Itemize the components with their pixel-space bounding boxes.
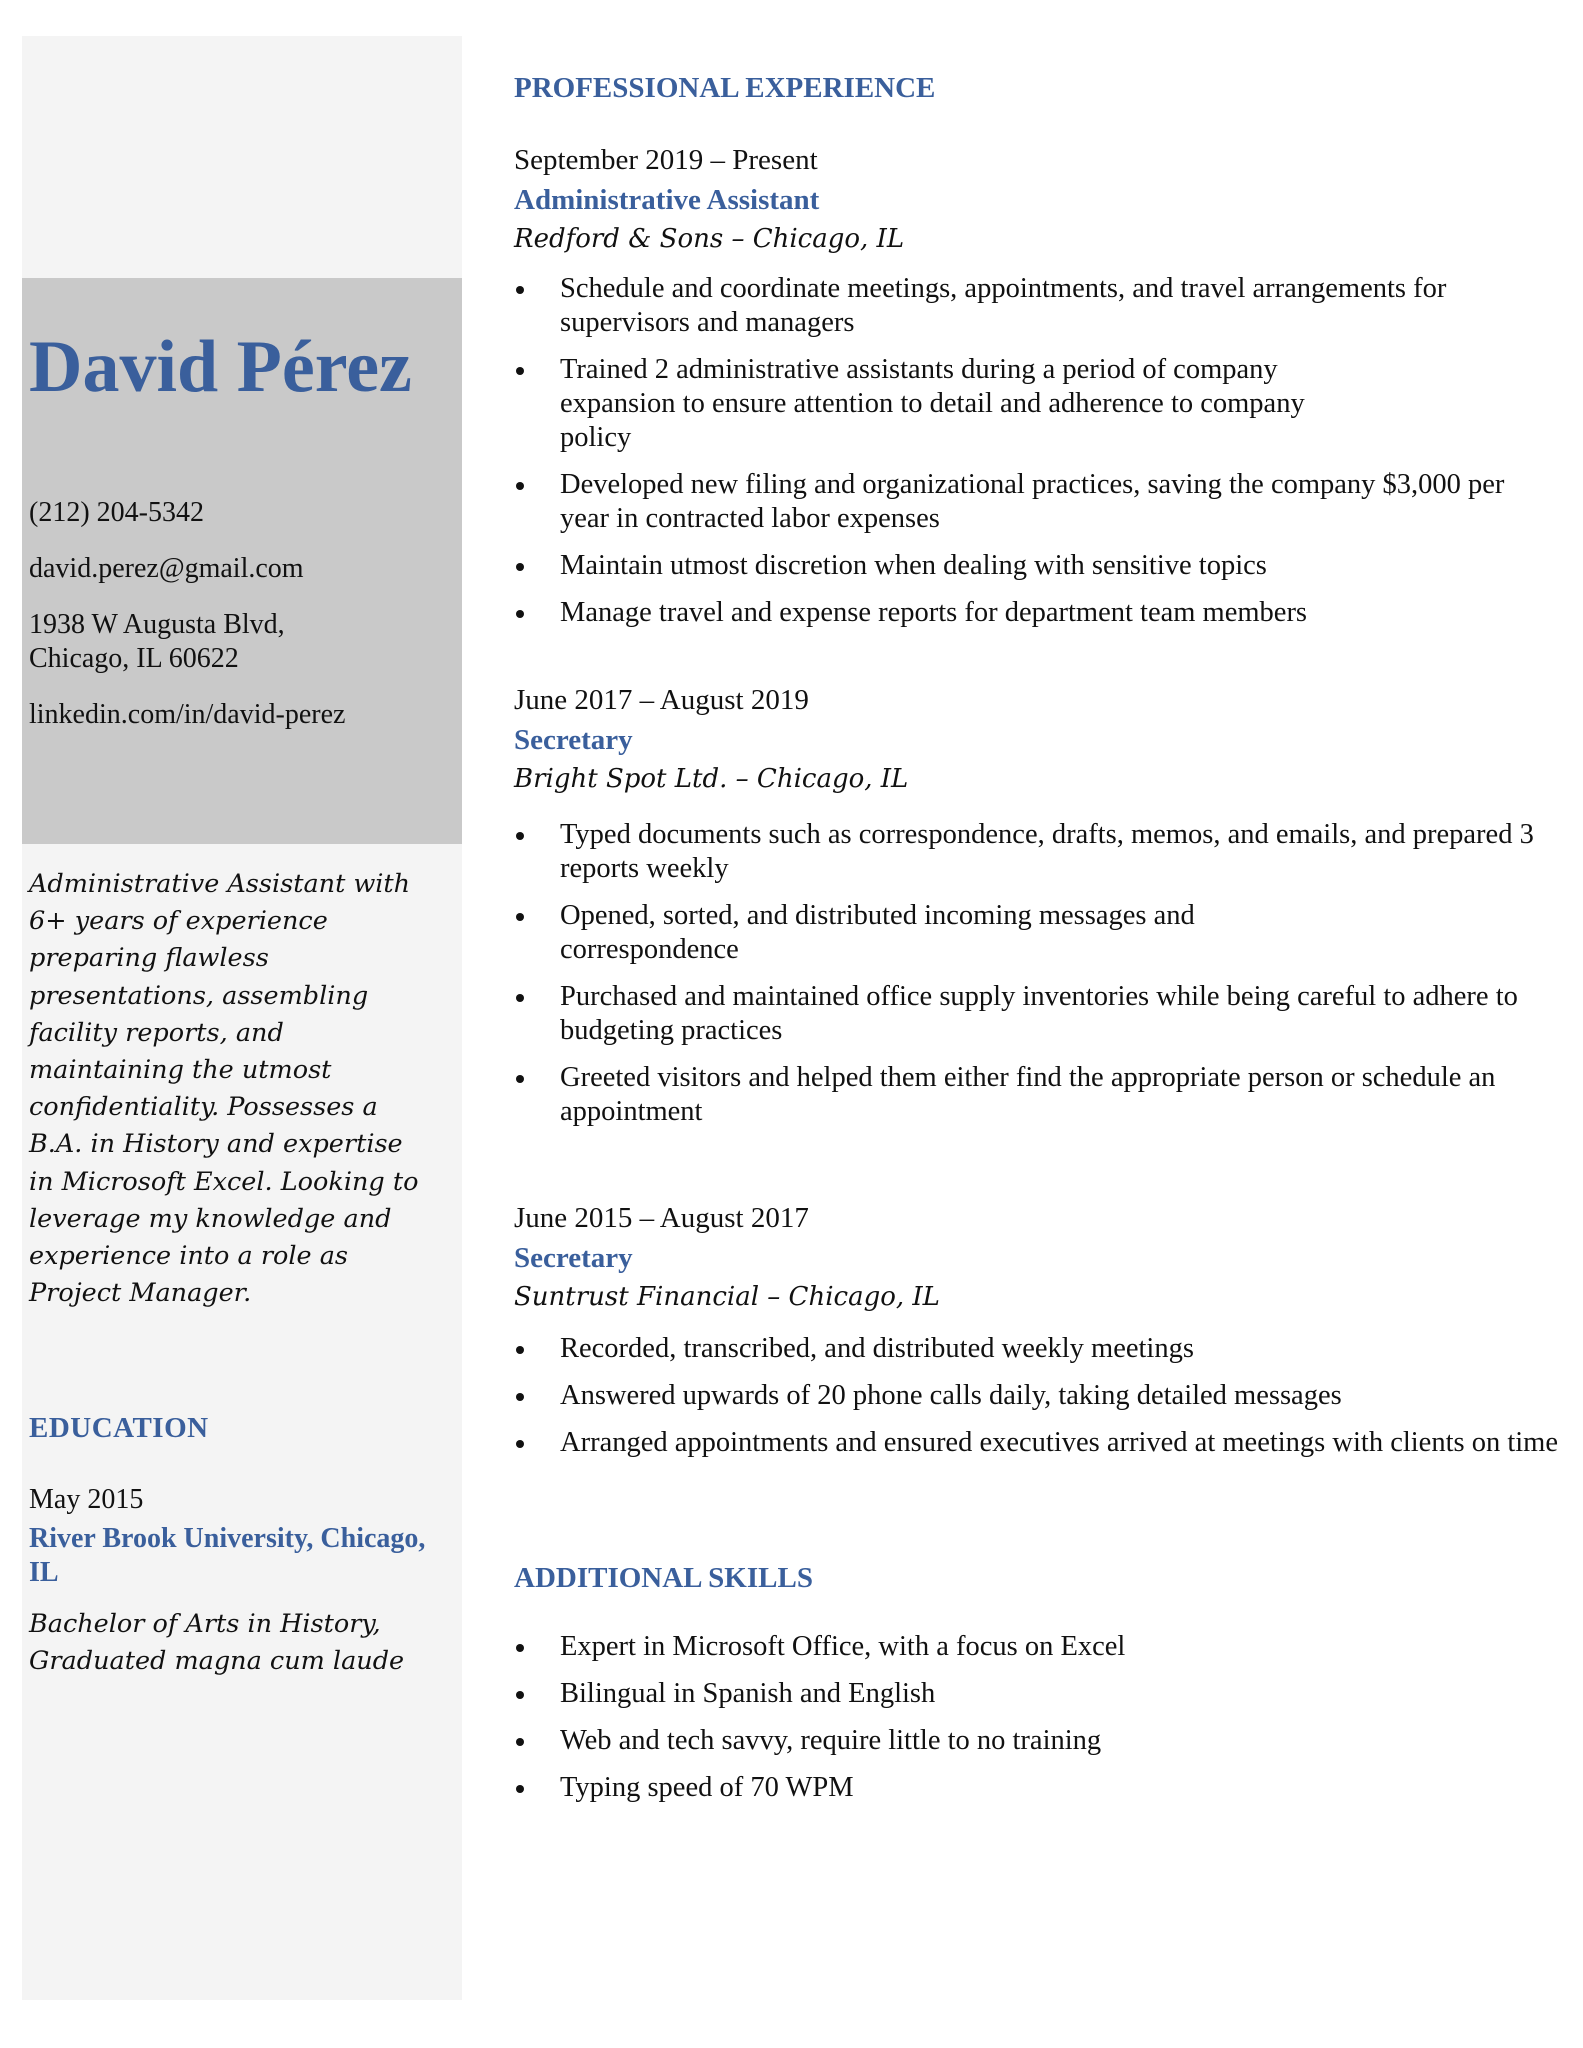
candidate-name: David Pérez	[29, 326, 412, 408]
education-heading: EDUCATION	[29, 1412, 209, 1444]
list-item: Answered upwards of 20 phone calls daily, taking detailed messages	[514, 1379, 1560, 1413]
list-item: Trained 2 administrative assistants during a period of company expansion to ensure attention to detail and adherence to company policy	[514, 353, 1380, 455]
phone-number: (212) 204-5342	[29, 497, 204, 528]
job-bullets	[514, 272, 1524, 630]
postal-address: 1938 W Augusta Blvd, Chicago, IL 60622	[29, 609, 285, 674]
list-item: Manage travel and expense reports for department team members	[514, 596, 1560, 630]
experience-heading: PROFESSIONAL EXPERIENCE	[514, 72, 936, 104]
list-item: Web and tech savvy, require little to no training	[514, 1724, 1560, 1758]
skills-list	[514, 1630, 1560, 1818]
list-item: Arranged appointments and ensured executives arrived at meetings with clients on time	[514, 1426, 1560, 1460]
linkedin-url: linkedin.com/in/david-perez	[29, 699, 346, 730]
list-item: Bilingual in Spanish and English	[514, 1677, 1560, 1711]
job-bullets	[514, 818, 1534, 1129]
list-item: Schedule and coordinate meetings, appointments, and travel arrangements for supervisors and managers	[514, 272, 1560, 340]
email-address: david.perez@gmail.com	[29, 553, 304, 584]
job-title: Secretary	[514, 724, 633, 756]
list-item: Developed new filing and organizational practices, saving the company $3,000 per year in contracted labor expenses	[514, 468, 1560, 536]
education-date: May 2015	[29, 1484, 144, 1515]
job-bullets	[514, 1332, 1558, 1460]
job-title: Secretary	[514, 1242, 633, 1274]
list-item: Recorded, transcribed, and distributed weekly meetings	[514, 1332, 1560, 1366]
list-item: Typing speed of 70 WPM	[514, 1771, 1560, 1805]
profile-summary: Administrative Assistant with 6+ years of experience preparing flawless presentations, assembling facility reports, and maintaining the utmost confidentiality. Possesses a B.A. in History and expertise in Microsoft Excel. Looking to leverage my knowledge and experience into a role as Project Manager.	[29, 869, 419, 1309]
job-company: Redford & Sons – Chicago, IL	[514, 224, 905, 254]
job-company: Suntrust Financial – Chicago, IL	[514, 1282, 940, 1312]
job-date: June 2017 – August 2019	[514, 684, 809, 716]
contact-info	[29, 496, 429, 754]
job-entry	[514, 140, 1524, 643]
job-date: June 2015 – August 2017	[514, 1202, 809, 1234]
job-date: September 2019 – Present	[514, 144, 818, 176]
job-company: Bright Spot Ltd. – Chicago, IL	[514, 764, 909, 794]
skills-heading: ADDITIONAL SKILLS	[514, 1562, 813, 1594]
list-item: Maintain utmost discretion when dealing with sensitive topics	[514, 549, 1560, 583]
list-item: Purchased and maintained office supply inventories while being careful to adhere to budgeting practices	[514, 980, 1560, 1048]
job-title: Administrative Assistant	[514, 184, 820, 216]
list-item: Greeted visitors and helped them either find the appropriate person or schedule an appointment	[514, 1061, 1560, 1129]
list-item: Opened, sorted, and distributed incoming messages and correspondence	[514, 899, 1320, 967]
job-entry	[514, 1198, 1558, 1473]
education-degree: Bachelor of Arts in History, Graduated magna cum laude	[29, 1609, 405, 1676]
list-item: Expert in Microsoft Office, with a focus on Excel	[514, 1630, 1560, 1664]
education-school: River Brook University, Chicago, IL	[29, 1523, 426, 1588]
list-item: Typed documents such as correspondence, drafts, memos, and emails, and prepared 3 reports weekly	[514, 818, 1560, 886]
job-entry	[514, 680, 1534, 1142]
